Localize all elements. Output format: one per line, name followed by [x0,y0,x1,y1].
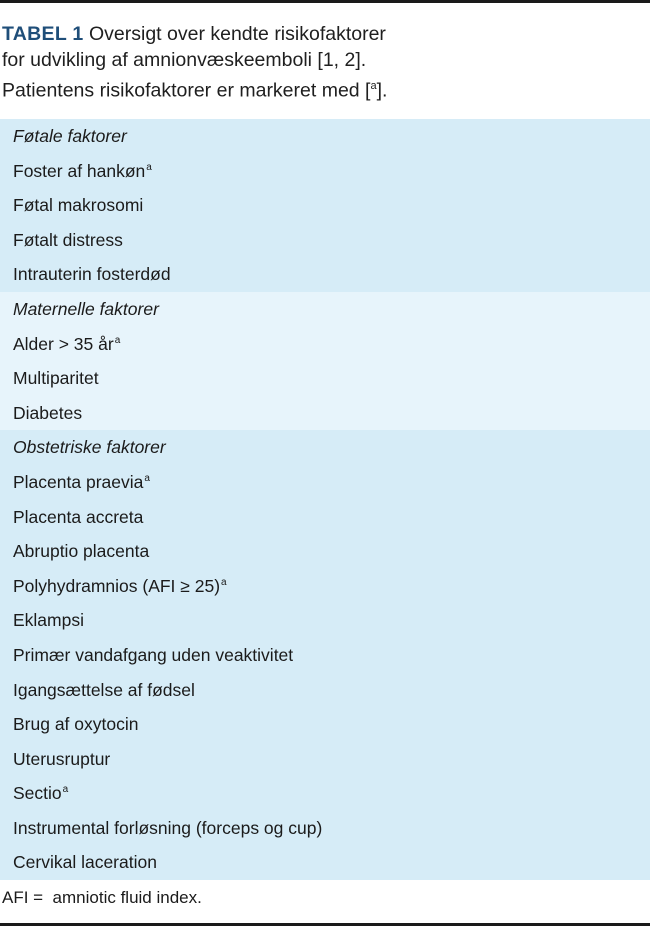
table-footnote: AFI = amniotic fluid index. [2,888,202,907]
factor-row [0,465,650,500]
bottom-rule [0,923,650,926]
factor-row [0,845,650,880]
factor-label: Uterusruptur [13,748,111,769]
factor-group [0,119,650,292]
risk-factor-table [0,119,650,880]
caption-text-3-end: ]. [376,79,388,102]
factor-label: Placenta praevia [13,471,144,492]
factor-label: Intrauterin fosterdød [13,264,171,285]
group-header: Maternelle faktorer [13,298,159,319]
factor-row [0,223,650,258]
factor-row [0,154,650,189]
factor-row [0,673,650,708]
caption-marker: a [370,80,377,92]
factor-label: Multiparitet [13,368,99,389]
patient-marker: a [221,576,227,588]
caption-text-3: Patientens risikofaktorer er markeret med [ [2,79,371,102]
table-label: TABEL 1 [2,23,84,45]
factor-row [0,811,650,846]
factor-label: Cervikal laceration [13,852,157,873]
factor-label: Føtal makrosomi [13,195,144,216]
factor-label: Alder > 35 år [13,333,114,354]
factor-label: Sectio [13,783,62,804]
factor-row [0,707,650,742]
factor-group [0,430,650,880]
patient-marker: a [114,334,121,346]
factor-label: Diabetes [13,402,83,423]
factor-row [0,603,650,638]
factor-label: Primær vandafgang uden veaktivitet [13,644,294,665]
factor-group [0,292,650,430]
factor-label: Brug af oxytocin [13,714,139,735]
factor-row [0,534,650,569]
caption-line-3 [2,73,642,104]
factor-row [0,638,650,673]
factor-label: Foster af hankøn [13,160,146,181]
factor-label: Abruptio placenta [13,541,150,562]
group-header: Føtale faktorer [13,126,127,146]
group-header: Obstetriske faktorer [13,437,166,458]
top-rule [0,0,650,3]
table-caption [2,21,642,104]
factor-row [0,569,650,604]
factor-row [0,327,650,362]
patient-marker: a [144,472,150,484]
factor-row [0,257,650,292]
factor-label: Placenta accreta [13,506,144,527]
factor-row [0,188,650,223]
factor-label: Føtalt distress [13,229,123,250]
caption-line-1 [2,21,642,47]
caption-line-2: for udvikling af amnionvæskeemboli [1, 2]. [2,49,367,71]
factor-label: Igangsættelse af fødsel [13,679,195,700]
factor-label: Instrumental forløsning (forceps og cup) [13,817,323,838]
factor-label: Polyhydramnios (AFI ≥ 25) [13,575,221,596]
factor-row [0,361,650,396]
factor-row [0,776,650,811]
patient-marker: a [62,784,69,796]
caption-text-1: Oversigt over kendte risikofaktorer [83,23,386,45]
factor-row [0,500,650,535]
factor-row [0,742,650,777]
patient-marker: a [146,161,152,173]
factor-label: Eklampsi [13,610,84,631]
factor-row [0,396,650,431]
